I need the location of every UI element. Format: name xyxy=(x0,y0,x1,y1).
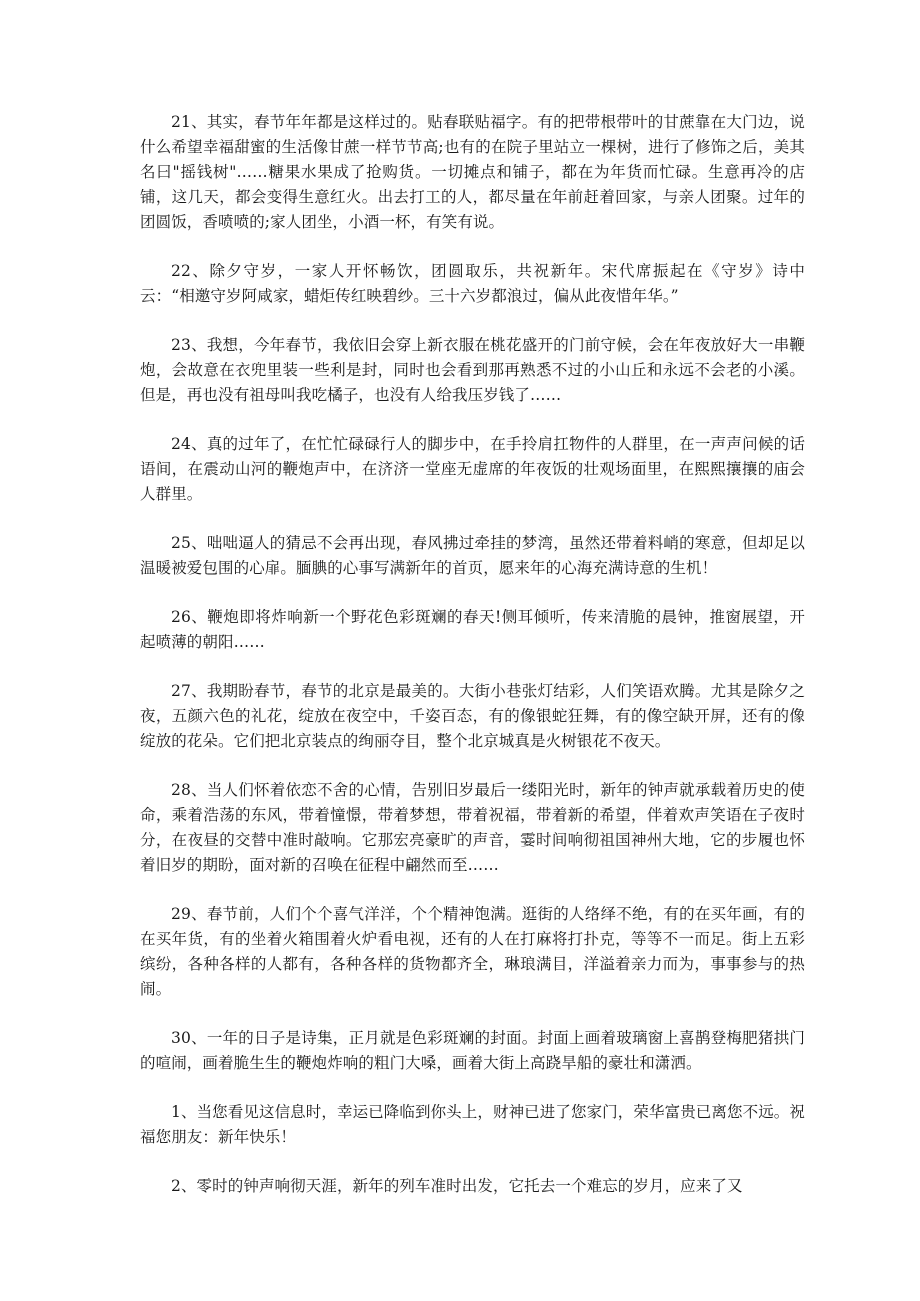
paragraph-27: 27、我期盼春节，春节的北京是最美的。大街小巷张灯结彩，人们笑语欢腾。尤其是除夕之夜，五颜六色的礼花，绽放在夜空中，千姿百态，有的像银蛇狂舞，有的像空缺开屏，还有的像绽放的花朵。它们把北京装点的绚丽夺目，整个北京城真是火树银花不夜天。 xyxy=(140,682,805,750)
paragraph-24: 24、真的过年了，在忙忙碌碌行人的脚步中，在手拎肩扛物件的人群里，在一声声问候的话语间，在震动山河的鞭炮声中，在济济一堂座无虚席的年夜饭的壮观场面里，在熙熙攘攘的庙会人群里。 xyxy=(140,435,805,503)
paragraph-26: 26、鞭炮即将炸响新一个野花色彩斑斓的春天!侧耳倾听，传来清脆的晨钟，推窗展望，开起喷薄的朝阳…… xyxy=(140,608,805,651)
paragraph-greeting-1: 1、当您看见这信息时，幸运已降临到你头上，财神已进了您家门，荣华富贵已离您不远。祝福您朋友：新年快乐！ xyxy=(140,1103,805,1146)
paragraph-25: 25、咄咄逼人的猜忌不会再出现，春风拂过牵挂的梦湾，虽然还带着料峭的寒意，但却足以温暖被爱包围的心扉。腼腆的心事写满新年的首页，愿来年的心海充满诗意的生机！ xyxy=(140,534,805,577)
paragraph-29: 29、春节前，人们个个喜气洋洋，个个精神饱满。逛街的人络绎不绝，有的在买年画，有的在买年货，有的坐着火箱围着火炉看电视，还有的人在打麻将打扑克，等等不一而足。街上五彩缤纷，各种各样的人都有，各种各样的货物都齐全，琳琅满目，洋溢着亲力而为，事事参与的热闹。 xyxy=(140,905,805,998)
paragraph-21: 21、其实，春节年年都是这样过的。贴春联贴福字。有的把带根带叶的甘蔗靠在大门边，说什么希望幸福甜蜜的生活像甘蔗一样节节高;也有的在院子里站立一棵树，进行了修饰之后，美其名曰"摇钱树"……糖果水果成了抢购货。一切摊点和铺子，都在为年货而忙碌。生意再冷的店铺，这几天，都会变得生意红火。出去打工的人，都尽量在年前赶着回家，与亲人团聚。过年的团圆饭，香喷喷的;家人团坐，小酒一杯，有笑有说。 xyxy=(140,113,805,231)
document-page xyxy=(140,110,805,1199)
paragraph-23: 23、我想，今年春节，我依旧会穿上新衣服在桃花盛开的门前守候，会在年夜放好大一串鞭炮，会故意在衣兜里装一些利是封，同时也会看到那再熟悉不过的小山丘和永远不会老的小溪。但是，再也没有祖母叫我吃橘子，也没有人给我压岁钱了…… xyxy=(140,336,805,404)
paragraph-30: 30、一年的日子是诗集，正月就是色彩斑斓的封面。封面上画着玻璃窗上喜鹊登梅肥猪拱门的喧闹，画着脆生生的鞭炮炸响的粗门大嗓，画着大街上高跷旱船的豪壮和潇洒。 xyxy=(140,1029,805,1072)
paragraph-22: 22、除夕守岁，一家人开怀畅饮，团圆取乐，共祝新年。宋代席振起在《守岁》诗中云：“相邀守岁阿咸家，蜡炬传红映碧纱。三十六岁都浪过，偏从此夜惜年华。” xyxy=(140,262,805,305)
paragraph-28: 28、当人们怀着依恋不舍的心情，告别旧岁最后一缕阳光时，新年的钟声就承载着历史的使命，乘着浩荡的东风，带着憧憬，带着梦想，带着祝福，带着新的希望，伴着欢声笑语在子夜时分，在夜昼的交替中准时敲响。它那宏亮豪旷的声音，霎时间响彻祖国神州大地，它的步履也怀着旧岁的期盼，面对新的召唤在征程中翩然而至…… xyxy=(140,781,805,874)
paragraph-greeting-2: 2、零时的钟声响彻天涯，新年的列车准时出发，它托去一个难忘的岁月，应来了又 xyxy=(171,1177,743,1195)
